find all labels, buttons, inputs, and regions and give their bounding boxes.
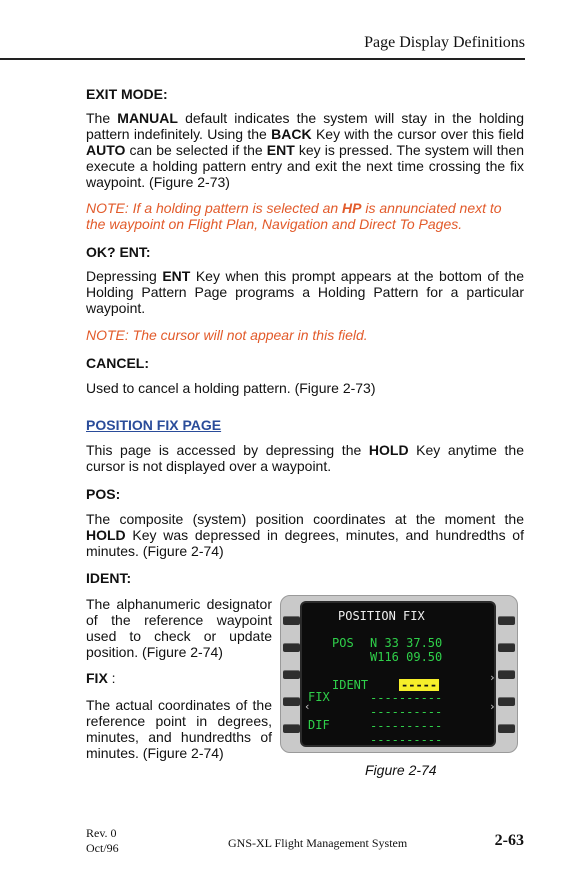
- fix-paragraph: The actual coordinates of the reference point in degrees, minutes, and hundredths of minutes. (Figure 2-74): [86, 697, 272, 761]
- footer-revision: Rev. 0 Oct/96: [86, 826, 119, 855]
- left-softkey-1[interactable]: [283, 616, 300, 625]
- left-softkey-5[interactable]: [283, 724, 300, 733]
- display-fix-line-2: ----------: [370, 705, 443, 719]
- cancel-heading: CANCEL:: [86, 355, 149, 371]
- position-fix-section-title: POSITION FIX PAGE: [86, 417, 222, 433]
- right-softkey-5[interactable]: [498, 724, 515, 733]
- fix-heading: FIX :: [86, 670, 116, 686]
- ok-ent-note: NOTE: The cursor will not appear in this field.: [86, 327, 368, 343]
- right-caret-icon-2: ›: [489, 700, 496, 713]
- ident-heading: IDENT:: [86, 570, 132, 586]
- display-fix-line-1: ----------: [370, 691, 443, 705]
- position-fix-paragraph: This page is accessed by depressing the HOLD Key anytime the cursor is not displayed over a waypoint.: [86, 442, 525, 474]
- cancel-paragraph: Used to cancel a holding pattern. (Figure 2-73): [86, 380, 376, 396]
- pos-heading: POS:: [86, 486, 121, 502]
- display-pos-label: POS: [332, 636, 354, 650]
- display-dif-line-1: ----------: [370, 719, 443, 733]
- fms-screen: [300, 601, 496, 747]
- left-softkey-2[interactable]: [283, 643, 300, 652]
- display-title: POSITION FIX: [338, 609, 425, 623]
- exit-mode-note: NOTE: If a holding pattern is selected an HP is annunciated next to the waypoint on Flight Plan, Navigation and Direct To Pages.: [86, 200, 502, 232]
- display-fix-label: FIX: [308, 690, 330, 704]
- page-header-title: Page Display Definitions: [364, 34, 525, 51]
- ident-paragraph: The alphanumeric designator of the reference waypoint used to check or update position. (Figure 2-74): [86, 596, 272, 660]
- header-rule: [0, 58, 525, 60]
- display-latitude: N 33 37.50: [370, 636, 443, 650]
- display-dif-label: DIF: [308, 718, 330, 732]
- display-ident-field[interactable]: -----: [401, 678, 438, 692]
- ok-ent-paragraph: Depressing ENT Key when this prompt appears at the bottom of the Holding Pattern Page programs a Holding Pattern for a particular waypoint.: [86, 268, 525, 316]
- left-softkey-3[interactable]: [283, 670, 300, 679]
- pos-paragraph: The composite (system) position coordinates at the moment the HOLD Key was depressed in degrees, minutes, and hundredths of minutes. (Figure 2-74): [86, 511, 524, 559]
- page-number: 2-63: [494, 832, 524, 849]
- exit-mode-paragraph: The MANUAL default indicates the system will stay in the holding pattern indefinitely. Using the BACK Key with the cursor over this field AUTO can be selected if the ENT key is pressed. The system will then execute a holding pattern entry and exit the next time crossing the fix waypoint. (Figure 2-73): [86, 110, 525, 190]
- display-longitude: W116 09.50: [370, 650, 443, 664]
- display-ident-label: IDENT: [332, 678, 369, 692]
- right-softkey-1[interactable]: [498, 616, 515, 625]
- exit-mode-heading: EXIT MODE:: [86, 86, 168, 102]
- figure-caption: Figure 2-74: [365, 762, 437, 778]
- right-softkey-3[interactable]: [498, 670, 515, 679]
- footer-manual-title: GNS-XL Flight Management System: [228, 836, 408, 850]
- left-softkey-4[interactable]: [283, 697, 300, 706]
- left-caret-icon: ‹: [304, 700, 311, 713]
- display-dif-line-2: ----------: [370, 733, 443, 747]
- right-softkey-4[interactable]: [498, 697, 515, 706]
- right-caret-icon: ›: [489, 671, 496, 684]
- right-softkey-2[interactable]: [498, 643, 515, 652]
- ok-ent-heading: OK? ENT:: [86, 244, 151, 260]
